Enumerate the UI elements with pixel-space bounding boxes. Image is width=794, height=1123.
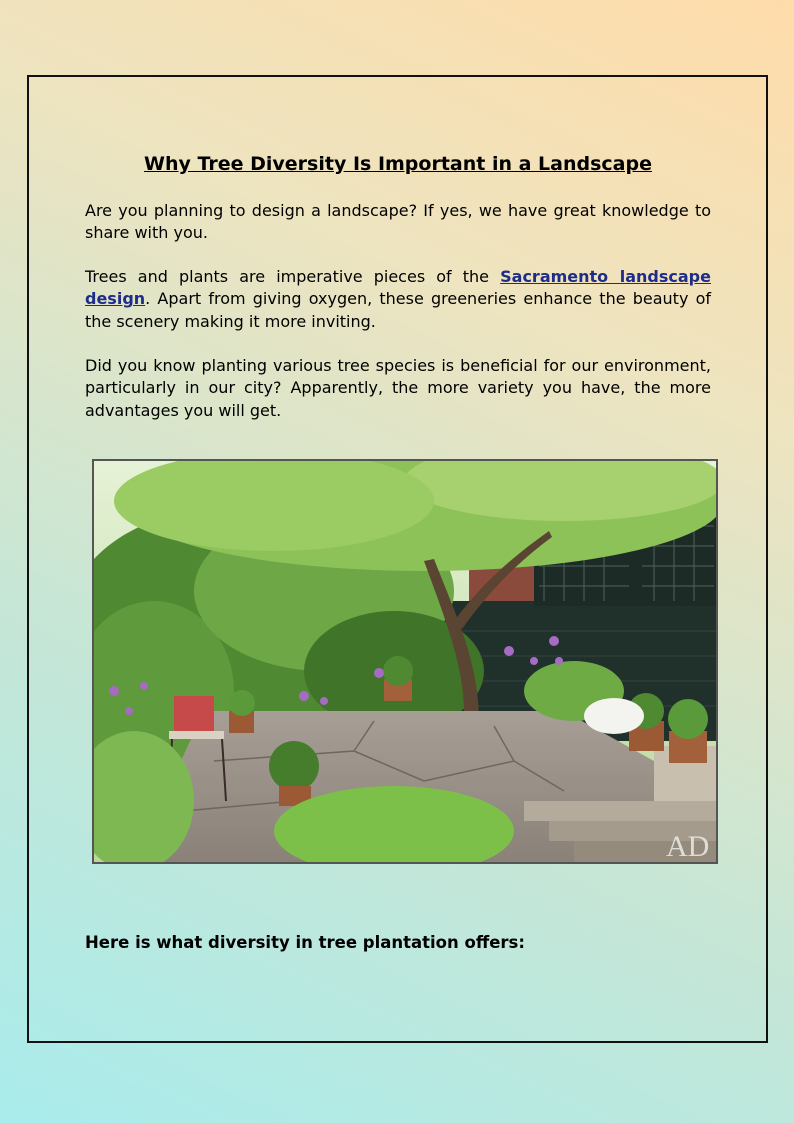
diversity-benefits-heading: Here is what diversity in tree plantation offers: — [85, 933, 525, 952]
trees-paragraph-text-end: . Apart from giving oxygen, these greeneries enhance the beauty of the scenery making it more inviting. — [85, 289, 711, 331]
garden-photo — [92, 459, 718, 864]
intro-paragraph: Are you planning to design a landscape? If yes, we have great knowledge to share with you. — [85, 201, 711, 243]
trees-paragraph — [85, 266, 711, 333]
trees-paragraph-text-start: Trees and plants are imperative pieces of the — [85, 267, 501, 286]
page-title: Why Tree Diversity Is Important in a Landscape — [144, 153, 652, 175]
sacramento-landscape-design-link[interactable]: Sacramento landscape design — [85, 267, 711, 309]
garden-photo-illustration — [94, 461, 716, 862]
photo-watermark: AD — [666, 830, 710, 862]
stone-steps — [524, 801, 716, 821]
diversity-paragraph: Did you know planting various tree species is beneficial for our environment, particularly in our city? Apparently, the more variety you have, the more advantages you will get. — [85, 356, 711, 420]
